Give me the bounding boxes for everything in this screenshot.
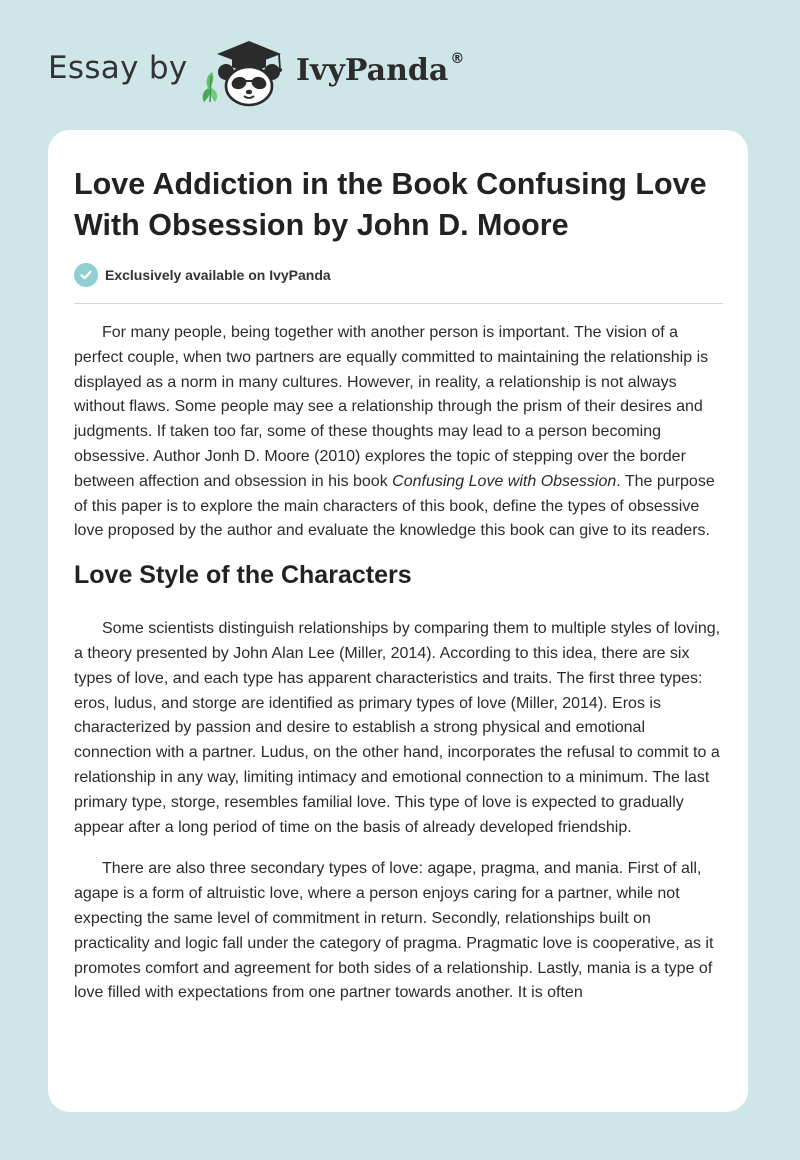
body-paragraph: Some scientists distinguish relationships by comparing them to multiple styles of loving, a theory presented by John Alan Lee (Miller, 2014). According to this idea, there are six types of love, and each type has apparent characteristics and traits. The first three types: eros, ludus, and storge are identified as primary types of love (Miller, 2014). Eros is characterized by passion and desire to establish a strong physical and emotional connection with a partner. Ludus, on the other hand, incorporates the refusal to commit to a relationship in any way, limiting intimacy and emotional connection to a minimum. The last primary type, storge, resembles familial love. This type of love is expected to gradually appear after a long period of time on the basis of already developed friendship.	[74, 620, 721, 836]
intro-text-end: . The purpose of this paper is to explore the main characters of this book, define the types of obsessive love proposed by the author and evaluate the knowledge this book can give to its readers.	[74, 472, 715, 540]
brand-name	[296, 53, 464, 88]
divider	[74, 303, 723, 304]
book-title: Confusing Love with Obsession	[392, 472, 617, 490]
check-icon	[74, 263, 98, 287]
section-heading: Love Style of the Characters	[74, 561, 412, 590]
exclusive-label: Exclusively available on IvyPanda	[105, 267, 331, 283]
registered-mark: ®	[450, 51, 465, 67]
panda-graduate-icon	[199, 36, 291, 108]
essay-card	[48, 130, 748, 1112]
essay-by-label: Essay by	[48, 50, 188, 86]
exclusive-badge	[74, 263, 331, 287]
site-header	[0, 0, 800, 120]
intro-paragraph	[74, 321, 726, 544]
essay-body	[74, 321, 726, 1020]
body-paragraph: There are also three secondary types of love: agape, pragma, and mania. First of all, agape is a form of altruistic love, where a person enjoys caring for a partner, while not expecting the same level of commitment in return. Secondly, relationships built on practicality and logic fall under the category of pragma. Pragmatic love is cooperative, as it promotes comfort and agreement for both sides of a relationship. Lastly, mania is a type of love filled with expectations from one partner towards another. It is often	[74, 860, 714, 1002]
intro-text-start: For many people, being together with another person is important. The vision of a perfect couple, when two partners are equally committed to maintaining the relationship is displayed as a norm in many cultures. However, in reality, a relationship is not always without flaws. Some people may see a relationship through the prism of their desires and judgments. If taken too far, some of these thoughts may lead to a person becoming obsessive. Author Jonh D. Moore (2010) explores the topic of stepping over the border between affection and obsession in his book	[74, 324, 709, 490]
page-title: Love Addiction in the Book Confusing Love With Obsession by John D. Moore	[74, 167, 707, 242]
brand-text: IvyPanda	[296, 53, 449, 88]
